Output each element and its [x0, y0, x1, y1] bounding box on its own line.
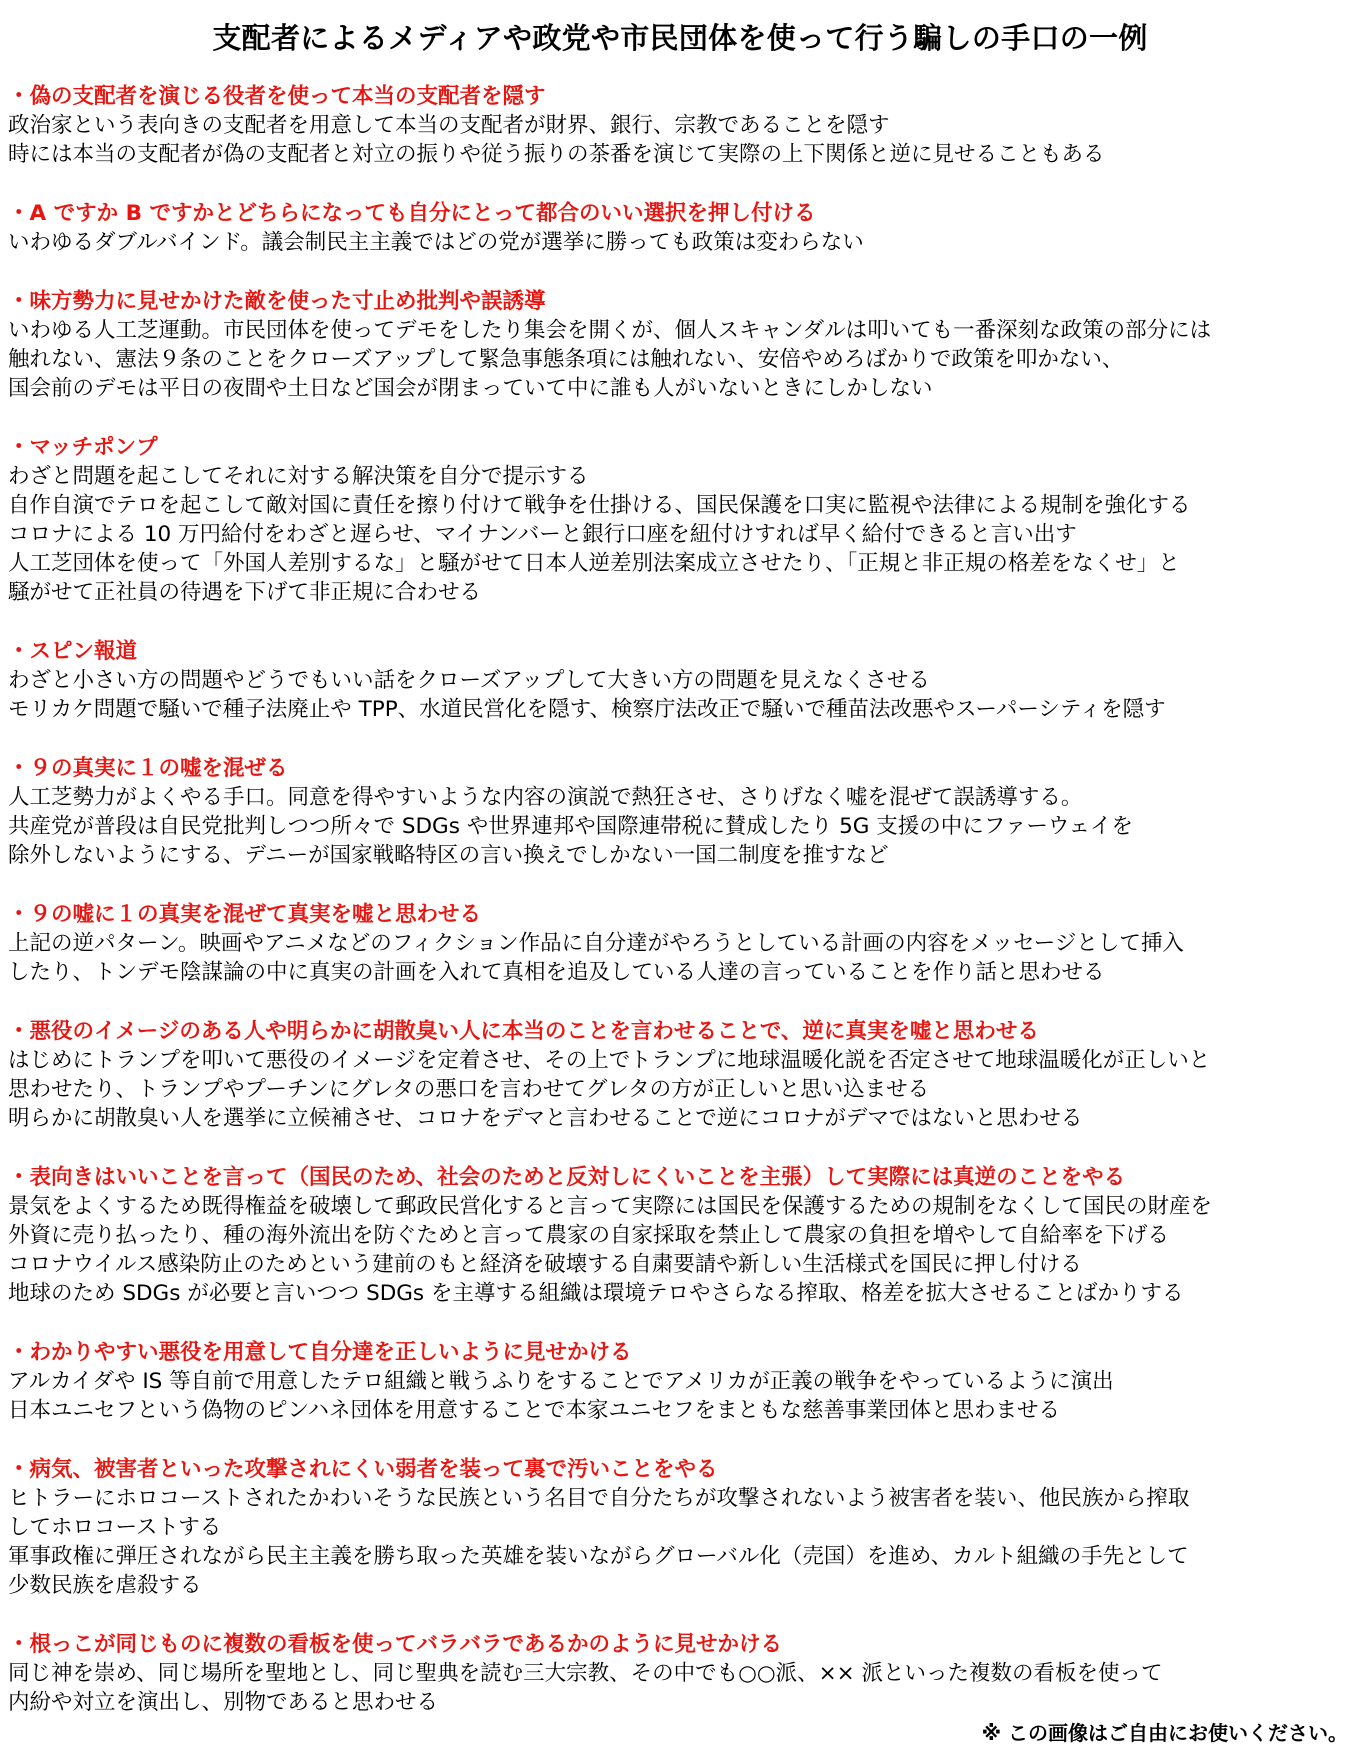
section-body-line: 共産党が普段は自民党批判しつつ所々で SDGs や世界連邦や国際連帯税に賛成したり 5G 支援の中にファーウェイを [8, 814, 1133, 839]
section-body-line: はじめにトランプを叩いて悪役のイメージを定着させ、その上でトランプに地球温暖化説を否定させて地球温暖化が正しいと [8, 1048, 1211, 1073]
section [8, 900, 1353, 987]
section-body-line: 明らかに胡散臭い人を選挙に立候補させ、コロナをデマと言わせることで逆にコロナがデマではないと思わせる [8, 1106, 1083, 1131]
section-body-line: 騒がせて正社員の待遇を下げて非正規に合わせる [8, 580, 482, 605]
section-body-line: 政治家という表向きの支配者を用意して本当の支配者が財界、銀行、宗教であることを隠す [8, 113, 890, 138]
section-body-line: 上記の逆パターン。映画やアニメなどのフィクション作品に自分達がやろうとしている計画の内容をメッセージとして挿入 [8, 931, 1184, 956]
section [8, 1338, 1353, 1425]
section-body-line: してホロコーストする [8, 1515, 222, 1540]
section [8, 287, 1353, 403]
section-body-line: コロナによる 10 万円給付をわざと遅らせ、マイナンバーと銀行口座を紐付けすれば早く給付できると言い出す [8, 522, 1077, 547]
section-heading: ・A ですか B ですかとどちらになっても自分にとって都合のいい選択を押し付ける [8, 201, 816, 226]
section-body-line: 地球のため SDGs が必要と言いつつ SDGs を主導する組織は環境テロやさらなる搾取、格差を拡大させることばかりする [8, 1281, 1184, 1306]
section [8, 1017, 1353, 1133]
section-body-line: 日本ユニセフという偽物のピンハネ団体を用意することで本家ユニセフをまともな慈善事業団体と思わませる [8, 1398, 1061, 1423]
section-heading: ・表向きはいいことを言って（国民のため、社会のためと反対しにくいことを主張）して実際には真逆のことをやる [8, 1165, 1126, 1190]
section [8, 1630, 1353, 1717]
section-heading: ・味方勢力に見せかけた敵を使った寸止め批判や誤誘導 [8, 289, 546, 314]
section-heading: ・マッチポンプ [8, 435, 158, 460]
section-body-line: 時には本当の支配者が偽の支配者と対立の振りや従う振りの茶番を演じて実際の上下関係と逆に見せることもある [8, 142, 1105, 167]
footer-note: ※ この画像はご自由にお使いください。 [981, 1721, 1348, 1745]
page-title: 支配者によるメディアや政党や市民団体を使って行う騙しの手口の一例 [212, 21, 1148, 55]
section-body-line: 少数民族を虐殺する [8, 1573, 202, 1598]
section-body-line: 軍事政権に弾圧されながら民主主義を勝ち取った英雄を装いながらグローバル化（売国）を進め、カルト組織の手先として [8, 1544, 1189, 1569]
section-body-line: アルカイダや IS 等自前で用意したテロ組織と戦うふりをすることでアメリカが正義の戦争をやっているように演出 [8, 1369, 1114, 1394]
section-body-line: わざと問題を起こしてそれに対する解決策を自分で提示する [8, 464, 589, 489]
section [8, 82, 1353, 169]
section-body-line: したり、トンデモ陰謀論の中に真実の計画を入れて真相を追及している人達の言っていることを作り話と思わせる [8, 960, 1105, 985]
section-body-line: いわゆる人工芝運動。市民団体を使ってデモをしたり集会を開くが、個人スキャンダルは叩いても一番深刻な政策の部分には [8, 318, 1212, 343]
section-body-line: モリカケ問題で騒いで種子法廃止や TPP、水道民営化を隠す、検察庁法改正で騒いで種苗法改悪やスーパーシティを隠す [8, 697, 1166, 722]
section-body-line: 内紛や対立を演出し、別物であると思わせる [8, 1690, 439, 1715]
section-body-line: 景気をよくするため既得権益を破壊して郵政民営化すると言って実際には国民を保護するための規制をなくして国民の財産を [8, 1194, 1213, 1219]
section-body-line: 国会前のデモは平日の夜間や土日など国会が閉まっていて中に誰も人がいないときにしかしない [8, 376, 933, 401]
section-heading: ・偽の支配者を演じる役者を使って本当の支配者を隠す [8, 84, 546, 109]
section [8, 754, 1353, 870]
section [8, 1455, 1353, 1600]
section-body-line: わざと小さい方の問題やどうでもいい話をクローズアップして大きい方の問題を見えなくさせる [8, 668, 930, 693]
section-body-line: 外資に売り払ったり、種の海外流出を防ぐためと言って農家の自家採取を禁止して農家の負担を増やして自給率を下げる [8, 1223, 1170, 1248]
section-heading: ・わかりやすい悪役を用意して自分達を正しいように見せかける [8, 1340, 632, 1365]
section-body-line: 自作自演でテロを起こして敵対国に責任を擦り付けて戦争を仕掛ける、国民保護を口実に監視や法律による規制を強化する [8, 493, 1191, 518]
section-heading: ・悪役のイメージのある人や明らかに胡散臭い人に本当のことを言わせることで、逆に真実を嘘と思わせる [8, 1019, 1039, 1044]
section-body-line: 同じ神を崇め、同じ場所を聖地とし、同じ聖典を読む三大宗教、その中でも○○派、×× 派といった複数の看板を使って [8, 1661, 1163, 1686]
section-body-line: 人工芝勢力がよくやる手口。同意を得やすいような内容の演説で熱狂させ、さりげなく嘘を混ぜて誤誘導する。 [8, 785, 1083, 810]
section-body-line: ヒトラーにホロコーストされたかわいそうな民族という名目で自分たちが攻撃されないよう被害者を装い、他民族から搾取 [8, 1486, 1190, 1511]
section-heading: ・９の真実に１の嘘を混ぜる [8, 756, 288, 781]
section-body-line: 人工芝団体を使って「外国人差別するな」と騒がせて日本人逆差別法案成立させたり、「正規と非正規の格差をなくせ」と [8, 551, 1180, 576]
section [8, 199, 1353, 257]
section-heading: ・スピン報道 [8, 639, 138, 664]
section-body-line: 思わせたり、トランプやプーチンにグレタの悪口を言わせてグレタの方が正しいと思い込ませる [8, 1077, 930, 1102]
section-list [8, 82, 1353, 1747]
section [8, 433, 1353, 607]
section-heading: ・病気、被害者といった攻撃されにくい弱者を装って裏で汚いことをやる [8, 1457, 718, 1482]
section [8, 637, 1353, 724]
section-body-line: 触れない、憲法９条のことをクローズアップして緊急事態条項には触れない、安倍やめろばかりで政策を叩かない、 [8, 347, 1124, 372]
section-body-line: いわゆるダブルバインド。議会制民主主義ではどの党が選挙に勝っても政策は変わらない [8, 230, 864, 255]
section-heading: ・根っこが同じものに複数の看板を使ってバラバラであるかのように見せかける [8, 1632, 783, 1657]
section-body-line: コロナウイルス感染防止のためという建前のもと経済を破壊する自粛要請や新しい生活様式を国民に押し付ける [8, 1252, 1082, 1277]
section [8, 1163, 1353, 1308]
section-heading: ・９の嘘に１の真実を混ぜて真実を嘘と思わせる [8, 902, 482, 927]
section-body-line: 除外しないようにする、デニーが国家戦略特区の言い換えでしかない一国二制度を推すなど [8, 843, 889, 868]
